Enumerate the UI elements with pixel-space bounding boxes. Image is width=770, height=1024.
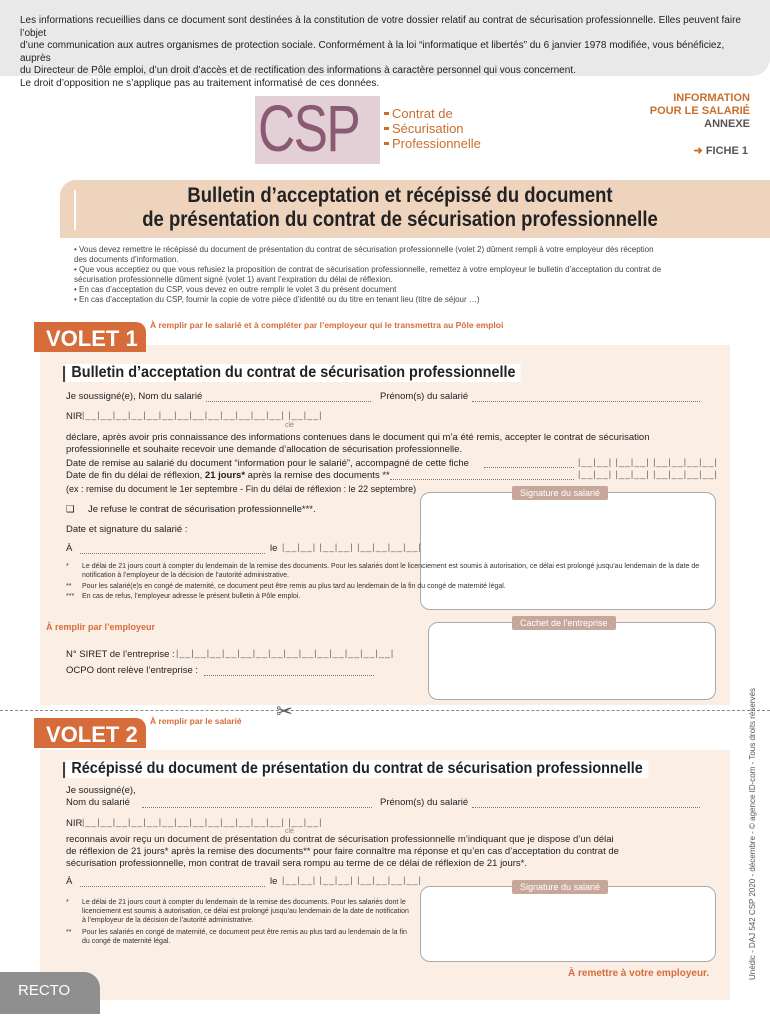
date-fin-bold: 21 jours* bbox=[204, 470, 246, 481]
privacy-line: d’une communication aux autres organismes de protection sociale. Conformément à la loi “informatique et libertés” du 6 janvier 1978 modifiée, vous bénéficiez, auprès bbox=[20, 40, 725, 64]
footnote-mark: ** bbox=[66, 583, 72, 590]
employeur-note: À remplir par l’employeur bbox=[46, 622, 156, 632]
privacy-notice bbox=[0, 0, 770, 89]
nir-field[interactable]: |__|__|__|__|__|__|__|__|__|__|__|__|__| |__|__| bbox=[82, 410, 323, 420]
date-remise-field[interactable]: |__|__| |__|__| |__|__|__|__| bbox=[578, 457, 718, 467]
ocpo-field[interactable] bbox=[204, 665, 374, 676]
cle-label: clé bbox=[285, 422, 294, 429]
logo-line: Sécurisation bbox=[384, 121, 481, 136]
leader-dots bbox=[390, 470, 574, 480]
declaration-line: professionnelle et souhaite recevoir une demande d’allocation de sécurisation professionnelle. bbox=[66, 444, 463, 455]
volet2-note: À remplir par le salarié bbox=[150, 716, 242, 726]
logo-line: Professionnelle bbox=[384, 136, 481, 151]
footnote-mark: * bbox=[66, 563, 69, 570]
soussigne-label: Je soussigné(e), Nom du salarié bbox=[66, 391, 203, 402]
date-signature-field[interactable]: |__|__| |__|__| |__|__|__|__| bbox=[282, 542, 422, 552]
privacy-line: Le droit d’opposition ne s’applique pas au traitement informatisé de ces données. bbox=[20, 77, 380, 89]
footnote-mark: *** bbox=[66, 593, 75, 600]
nir-label: NIR bbox=[66, 411, 83, 422]
prenoms-field[interactable] bbox=[472, 797, 700, 808]
date-signature-label: Date et signature du salarié : bbox=[66, 524, 188, 535]
date-fin-label bbox=[66, 470, 390, 482]
volet2-section-title: Récépissé du document de présentation du contrat de sécurisation professionnelle bbox=[66, 760, 648, 778]
soussigne-label: Je soussigné(e), bbox=[66, 785, 136, 796]
le-label: le bbox=[270, 543, 278, 554]
cut-line bbox=[0, 710, 770, 711]
nom-label: Nom du salarié bbox=[66, 797, 130, 808]
cachet-box[interactable] bbox=[428, 622, 716, 700]
fiche-text: FICHE 1 bbox=[705, 145, 748, 157]
lieu-field[interactable] bbox=[80, 876, 265, 887]
cachet-label: Cachet de l’entreprise bbox=[512, 616, 616, 630]
refuse-checkbox[interactable]: ❑ bbox=[66, 504, 75, 515]
scissors-icon: ✂ bbox=[276, 701, 293, 723]
footnote-mark: * bbox=[66, 899, 69, 906]
ocpo-label: OCPO dont relève l’entreprise : bbox=[66, 665, 199, 676]
nom-salarie-field[interactable] bbox=[206, 391, 371, 402]
info-header bbox=[650, 92, 750, 131]
list-item: • Vous devez remettre le récépissé du document de présentation du contrat de sécurisation professionnelle (volet 2) dûment rempli à votre employeur dès réception bbox=[74, 245, 654, 254]
reconnais-line: sécurisation professionnelle, mon contrat de travail sera rompu au terme de ce délai de réflexion de 21 jours*. bbox=[66, 858, 528, 869]
date-fin-pre: Date de fin du délai de réflexion, bbox=[66, 470, 205, 481]
date-fin-post: après la remise des documents ** bbox=[245, 470, 390, 481]
footnote: Le délai de 21 jours court à compter du lendemain de la remise des documents. Pour les salariés dont le licenciement est soumis à autorisation, ce délai est prolongé jusqu’au lendemain de la date de notification à l’employeur de la décision de l’autorité administrative. bbox=[82, 899, 409, 924]
logo-line: Contrat de bbox=[384, 106, 481, 121]
remettre-note: À remettre à votre employeur. bbox=[568, 968, 710, 979]
leader-dots bbox=[484, 458, 574, 468]
fiche-label bbox=[694, 144, 748, 157]
date-remise-label: Date de remise au salarié du document “information pour le salarié”, accompagné de cette fiche bbox=[66, 458, 469, 469]
footnote: Pour les salarié(e)s en congé de maternité, ce document peut être remis au plus tard au lendemain de la fin du congé de maternité légal. bbox=[82, 583, 506, 590]
csp-logo-subtitle bbox=[384, 106, 481, 151]
a-label: À bbox=[66, 876, 73, 887]
siret-label: N° SIRET de l’entreprise : bbox=[66, 649, 175, 660]
section-bar bbox=[63, 366, 65, 382]
nir-label: NIR bbox=[66, 818, 83, 829]
date-fin-field[interactable]: |__|__| |__|__| |__|__|__|__| bbox=[578, 469, 718, 479]
signature-box[interactable] bbox=[420, 492, 716, 610]
list-item: • En cas d’acceptation du CSP, fournir la copie de votre pièce d’identité ou du titre en tenant lieu (titre de séjour …) bbox=[74, 295, 480, 304]
nom-salarie-field[interactable] bbox=[142, 797, 372, 808]
le-label: le bbox=[270, 876, 278, 887]
declaration-line: déclare, après avoir pris connaissance des informations contenues dans le document qui m’a été remis, accepter le contrat de sécurisation bbox=[66, 432, 650, 443]
list-item: sécurisation professionnelle dûment signé (volet 1) avant l’expiration du délai de réflexion. bbox=[74, 275, 393, 284]
footnote: Le délai de 21 jours court à compter du lendemain de la remise des documents. Pour les salariés dont le licenciement est soumis à autorisation, ce délai est prolongé jusqu’au lendemain de la date de notification à l’employeur de la décision de l’autorité administrative. bbox=[82, 563, 700, 579]
footnote: En cas de refus, l’employeur adresse le présent bulletin à Pôle emploi. bbox=[82, 593, 301, 600]
cle-label: clé bbox=[285, 828, 294, 835]
instructions-list bbox=[74, 245, 714, 305]
reconnais-line: de réflexion de 21 jours* après la remise des documents** pour faire connaître ma réponse et qu’en cas d’acceptation du contrat de bbox=[66, 846, 619, 857]
volet2-label: VOLET 2 bbox=[34, 718, 146, 748]
info-line: INFORMATION bbox=[673, 92, 750, 104]
reconnais-line: reconnais avoir reçu un document de présentation du contrat de sécurisation professionnelle m’indiquant que je dispose d’un délai bbox=[66, 834, 614, 845]
lieu-field[interactable] bbox=[80, 543, 265, 554]
info-line: POUR LE SALARIÉ bbox=[649, 105, 750, 117]
title-line: de présentation du contrat de sécurisation professionnelle bbox=[142, 208, 658, 231]
footnote: Pour les salariés en congé de maternité, ce document peut être remis au plus tard au lendemain de la fin du congé de maternité légal. bbox=[82, 929, 407, 945]
copyright-vertical: Unédic - DAJ 542 CSP 2020 - décembre - © agence ID-com - Tous droits réservés bbox=[748, 688, 757, 980]
volet1-note: À remplir par le salarié et à compléter par l’employeur qui le transmettra au Pôle emploi bbox=[150, 320, 504, 330]
title-line: Bulletin d’acceptation et récépissé du document bbox=[187, 184, 613, 207]
refuse-label: Je refuse le contrat de sécurisation professionnelle***. bbox=[88, 504, 316, 515]
volet1-label: VOLET 1 bbox=[34, 322, 146, 352]
prenoms-label: Prénom(s) du salarié bbox=[380, 797, 469, 808]
example-note: (ex : remise du document le 1er septembre - Fin du délai de réflexion : le 22 septembre) bbox=[66, 484, 417, 494]
prenoms-label: Prénom(s) du salarié bbox=[380, 391, 469, 402]
a-label: À bbox=[66, 543, 73, 554]
list-item: des documents d’information. bbox=[74, 255, 179, 264]
footnote-mark: ** bbox=[66, 929, 72, 936]
privacy-line: du Directeur de Pôle emploi, d’un droit d’accès et de rectification des informations à caractère personnel qui vous concernent. bbox=[20, 65, 576, 76]
siret-field[interactable]: |__|__|__|__|__|__|__|__|__|__|__|__|__|__| bbox=[176, 648, 395, 658]
section-bar bbox=[63, 762, 65, 778]
list-item: • Que vous acceptiez ou que vous refusiez la proposition de contrat de sécurisation professionnelle, remettez à votre employeur le bulletin d’acceptation du contrat de bbox=[74, 265, 662, 274]
privacy-line: Les informations recueillies dans ce document sont destinées à la constitution de votre dossier relatif au contrat de sécurisation professionnelle. Elles peuvent faire l’objet bbox=[20, 15, 741, 39]
volet1-section-title: Bulletin d’acceptation du contrat de sécurisation professionnelle bbox=[66, 364, 521, 382]
list-item: • En cas d’acceptation du CSP, vous devez en outre remplir le volet 3 du présent document bbox=[74, 285, 397, 294]
nir-field[interactable]: |__|__|__|__|__|__|__|__|__|__|__|__|__| |__|__| bbox=[82, 817, 323, 827]
signature-label: Signature du salarié bbox=[512, 880, 608, 894]
csp-logo: CSP bbox=[258, 91, 360, 165]
annexe-label: ANNEXE bbox=[704, 118, 750, 130]
signature-label: Signature du salarié bbox=[512, 486, 608, 500]
signature-box[interactable] bbox=[420, 886, 716, 962]
date-signature-field[interactable]: |__|__| |__|__| |__|__|__|__| bbox=[282, 875, 422, 885]
prenoms-field[interactable] bbox=[472, 391, 700, 402]
recto-tab: RECTO bbox=[0, 972, 100, 1014]
arrow-right-icon: ➜ bbox=[693, 145, 703, 157]
page-title bbox=[101, 184, 699, 232]
